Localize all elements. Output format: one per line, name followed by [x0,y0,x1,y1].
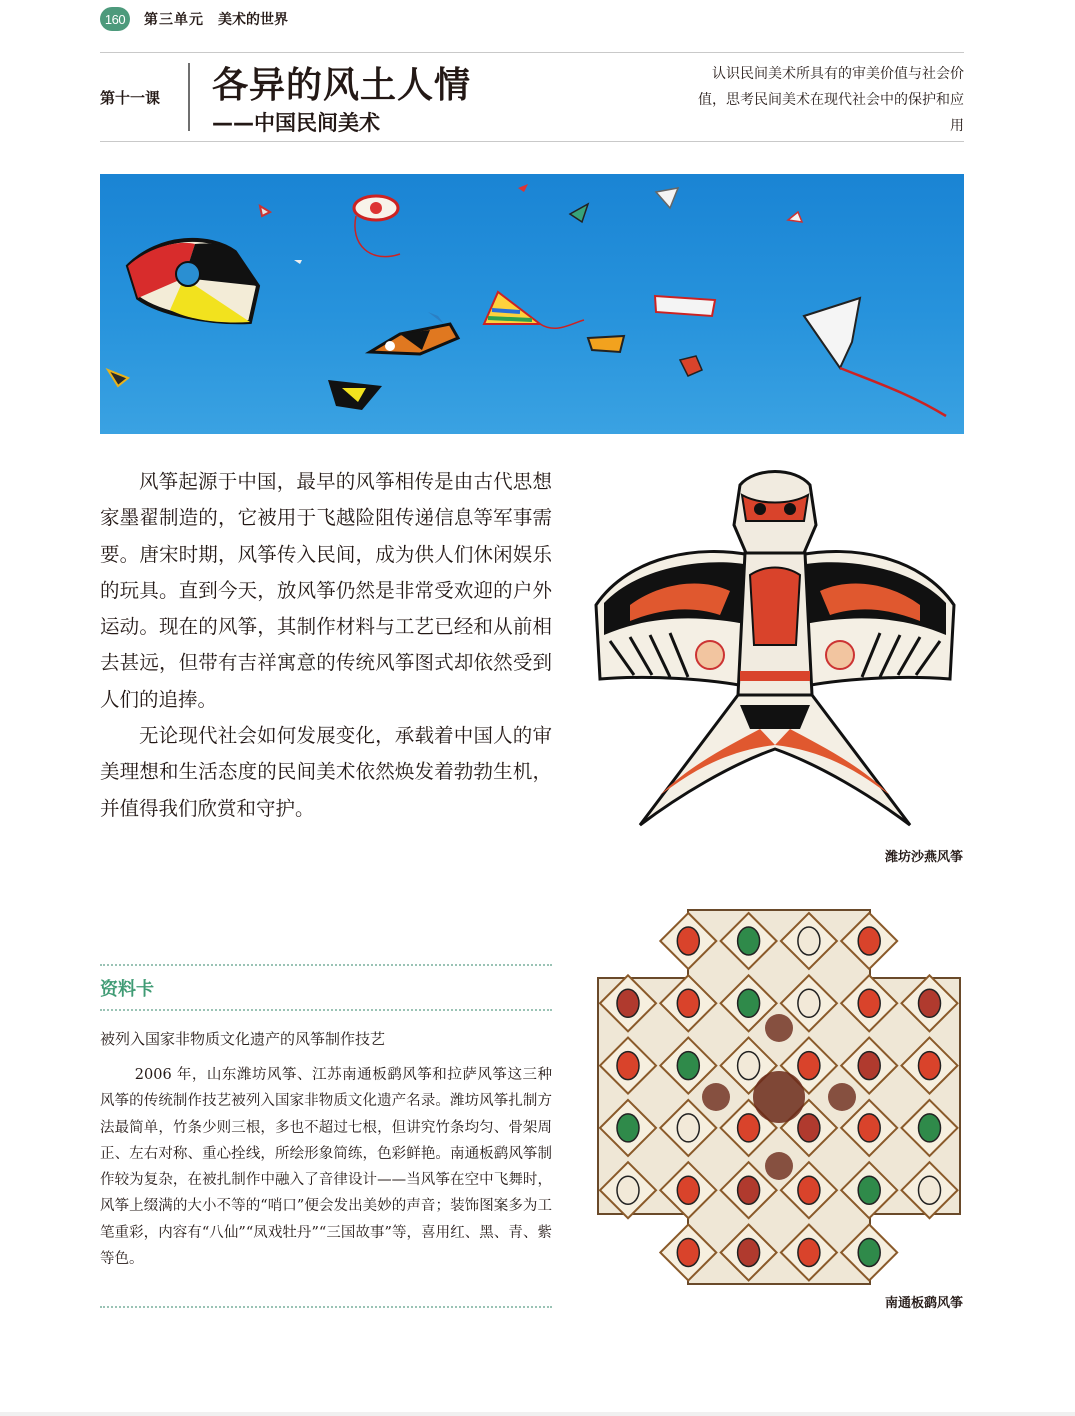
opera-mask-icon [617,989,639,1017]
info-card-bottom-rule [100,1306,552,1308]
opera-mask-icon [858,1239,880,1267]
opera-mask-icon [858,927,880,955]
lesson-number: 第十一课 [100,89,161,107]
nantong-board-kite-image [596,908,962,1286]
opera-mask-icon [738,927,760,955]
title-divider [188,63,190,131]
opera-mask-icon [677,1052,699,1080]
large-kite-icon [128,240,258,323]
opera-mask-icon [738,989,760,1017]
fish-kite-icon [370,312,458,354]
info-card-body [100,1062,552,1272]
lesson-title: 各异的风土人情 [212,65,472,106]
opera-mask-icon [858,1052,880,1080]
opera-mask-icon [677,1239,699,1267]
opera-mask-icon [798,1176,820,1204]
unit-name: 美术的世界 [218,12,288,28]
opera-mask-icon [617,1176,639,1204]
opera-mask-icon [798,1239,820,1267]
info-card-top-rule [100,964,552,966]
body-paragraph: 风筝起源于中国，最早的风筝相传是由古代思想家墨翟制造的，它被用于飞越险阻传递信息等军事需要。唐宋时期，风筝传入民间，成为供人们休闲娱乐的玩具。直到今天，放风筝仍然是非常受欢迎的户外运动。现在的风筝，其制作材料与工艺已经和从前相去甚远，但带有吉祥寓意的传统风筝图式却依然受到人们的追捧。 [100,470,552,711]
unit-label: 第三单元 [144,12,204,28]
striped-kite-icon [484,292,584,328]
swallow-kite-illustration [590,465,960,835]
running-header [100,6,288,32]
opera-mask-icon [798,989,820,1017]
opera-mask-icon [919,989,941,1017]
figure-caption-weifang: 潍坊沙燕风筝 [884,850,963,865]
page-number-badge: 160 [100,7,130,31]
opera-mask-icon [919,1052,941,1080]
kites-illustration [100,174,964,434]
round-kite-icon [354,196,400,257]
figure-caption-nantong: 南通板鹞风筝 [884,1296,963,1311]
lesson-goal: 认识民间美术所具有的审美价值与社会价值，思考民间美术在现代社会中的保护和应用 [698,66,964,134]
lesson-subtitle: ——中国民间美术 [212,111,380,135]
opera-mask-icon [919,1114,941,1142]
opera-mask-icon [677,1176,699,1204]
info-card-text: 2006 年，山东潍坊风筝、江苏南通板鹞风筝和拉萨风筝这三种风筝的传统制作技艺被列入国家非物质文化遗产名录。潍坊风筝扎制方法最简单，竹条少则三根，多也不超过七根，但讲究竹条均匀、骨架周正、左右对称、重心拴线，所绘形象简练，色彩鲜艳。南通板鹞风筝制作较为复杂，在被扎制作中融入了音律设计——当风筝在空中飞舞时，风筝上缀满的大小不等的“哨口”便会发出美妙的声音；装饰图案多为工笔重彩，内容有“八仙”“凤戏牡丹”“三国故事”等，喜用红、黑、青、紫等色。 [100,1067,552,1268]
main-body-text [100,464,552,827]
opera-mask-icon [738,1114,760,1142]
opera-mask-icon [858,1176,880,1204]
info-card-heading: 被列入国家非物质文化遗产的风筝制作技艺 [100,1030,386,1048]
body-paragraph: 无论现代社会如何发展变化，承载着中国人的审美理想和生活态度的民间美术依然焕发着勃勃生机，并值得我们欣赏和守护。 [100,724,552,820]
opera-mask-icon [677,989,699,1017]
opera-mask-icon [858,989,880,1017]
info-card-divider [100,1009,552,1011]
opera-mask-icon [738,1239,760,1267]
opera-mask-icon [798,927,820,955]
opera-mask-icon [738,1052,760,1080]
opera-mask-icon [738,1176,760,1204]
opera-mask-icon [677,927,699,955]
opera-mask-icon [858,1114,880,1142]
opera-mask-icon [677,1114,699,1142]
bird-kite-icon [328,380,382,410]
opera-mask-icon [919,1176,941,1204]
lesson-title-band [100,52,964,142]
opera-mask-icon [617,1052,639,1080]
board-kite-illustration [596,908,962,1286]
opera-mask-icon [617,1114,639,1142]
opera-mask-icon [798,1052,820,1080]
white-delta-kite-icon [804,298,946,416]
info-card-label: 资料卡 [100,979,154,1000]
weifang-swallow-kite-image [590,465,960,835]
opera-mask-icon [798,1114,820,1142]
kites-in-sky-photo [100,174,964,434]
page-footer-band [0,1412,1075,1416]
